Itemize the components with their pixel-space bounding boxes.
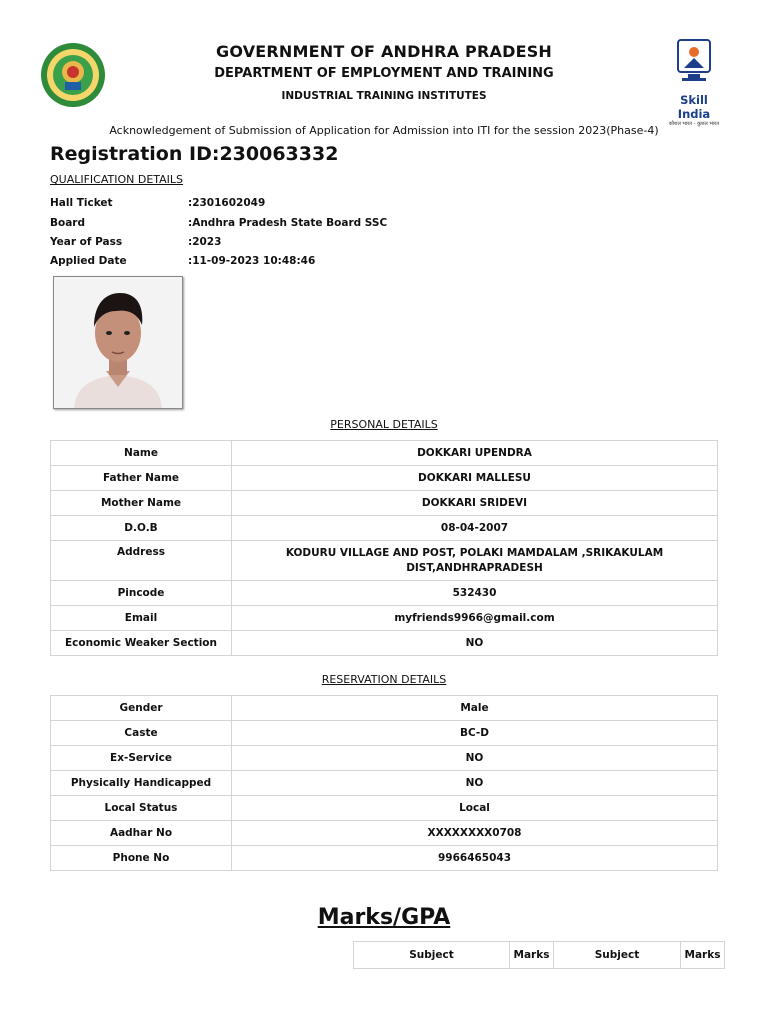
row-value: Male: [232, 696, 718, 721]
row-label: Name: [51, 441, 232, 466]
table-row: [51, 441, 718, 466]
table-row: [51, 771, 718, 796]
skill-india-logo-text: Skill India: [677, 93, 711, 121]
row-value: DOKKARI UPENDRA: [232, 441, 718, 466]
registration-id-label: Registration ID:: [50, 143, 220, 165]
table-row: [51, 796, 718, 821]
registration-id: [50, 143, 338, 165]
row-label: Gender: [51, 696, 232, 721]
table-row: [51, 746, 718, 771]
row-value: 08-04-2007: [232, 516, 718, 541]
acknowledgement-text: Acknowledgement of Submission of Application for Admission into ITI for the session 2023(Phase-4): [109, 124, 659, 137]
row-label: D.O.B: [51, 516, 232, 541]
row-label: Aadhar No: [51, 821, 232, 846]
row-value: XXXXXXXX0708: [232, 821, 718, 846]
qualification-row: [50, 217, 387, 229]
qualification-label: Board: [50, 217, 85, 229]
row-label: Email: [51, 606, 232, 631]
header-department-title: DEPARTMENT OF EMPLOYMENT AND TRAINING: [214, 66, 554, 81]
row-label: Local Status: [51, 796, 232, 821]
skill-india-logo: [662, 38, 726, 127]
marks-header-marks: Marks: [510, 942, 554, 969]
marks-gpa-title: Marks/GPA: [317, 905, 451, 930]
row-label: Phone No: [51, 846, 232, 871]
qualification-row: [50, 236, 221, 248]
row-value: BC-D: [232, 721, 718, 746]
row-label: Economic Weaker Section: [51, 631, 232, 656]
qualification-value: :11-09-2023 10:48:46: [188, 255, 316, 267]
qualification-row: [50, 197, 265, 209]
qualification-value: :2301602049: [188, 197, 266, 209]
table-row: [51, 631, 718, 656]
skill-india-logo-subtext: कौशल भारत - कुशल भारत: [668, 121, 720, 127]
personal-details-table: [50, 440, 718, 656]
row-value: Local: [232, 796, 718, 821]
row-label: Caste: [51, 721, 232, 746]
row-value: NO: [232, 771, 718, 796]
reservation-details-heading: RESERVATION DETAILS: [321, 673, 447, 686]
qualification-row: [50, 255, 315, 267]
table-row: [51, 541, 718, 581]
qualification-label: Applied Date: [50, 255, 127, 267]
row-value: KODURU VILLAGE AND POST, POLAKI MAMDALAM ,SRIKAKULAM DIST,ANDHRAPRADESH: [232, 541, 718, 581]
personal-details-heading: PERSONAL DETAILS: [330, 418, 438, 431]
qualification-value: :Andhra Pradesh State Board SSC: [188, 217, 388, 229]
row-value: NO: [232, 631, 718, 656]
row-value: NO: [232, 746, 718, 771]
header-government-title: GOVERNMENT OF ANDHRA PRADESH: [215, 42, 553, 61]
marks-header-row: [354, 942, 725, 969]
reservation-details-table: [50, 695, 718, 871]
marks-header-marks: Marks: [681, 942, 725, 969]
table-row: [51, 516, 718, 541]
marks-header-subject: Subject: [554, 942, 681, 969]
qualification-details-heading: QUALIFICATION DETAILS: [50, 173, 184, 186]
table-row: [51, 721, 718, 746]
row-value: DOKKARI MALLESU: [232, 466, 718, 491]
table-row: [51, 696, 718, 721]
marks-header-subject: Subject: [354, 942, 510, 969]
applicant-photo: [53, 276, 183, 409]
row-label: Father Name: [51, 466, 232, 491]
table-row: [51, 606, 718, 631]
table-row: [51, 491, 718, 516]
row-label: Physically Handicapped: [51, 771, 232, 796]
row-label: Address: [51, 541, 232, 581]
qualification-label: Year of Pass: [50, 236, 123, 248]
qualification-value: :2023: [188, 236, 222, 248]
row-label: Ex-Service: [51, 746, 232, 771]
qualification-label: Hall Ticket: [50, 197, 113, 209]
row-value: 9966465043: [232, 846, 718, 871]
table-row: [51, 581, 718, 606]
table-row: [51, 466, 718, 491]
row-value: myfriends9966@gmail.com: [232, 606, 718, 631]
row-label: Pincode: [51, 581, 232, 606]
marks-table: [353, 941, 725, 969]
row-label: Mother Name: [51, 491, 232, 516]
table-row: [51, 846, 718, 871]
row-value: DOKKARI SRIDEVI: [232, 491, 718, 516]
registration-id-value: 230063332: [219, 143, 339, 165]
table-row: [51, 821, 718, 846]
header-institute-title: INDUSTRIAL TRAINING INSTITUTES: [281, 90, 487, 102]
row-value: 532430: [232, 581, 718, 606]
